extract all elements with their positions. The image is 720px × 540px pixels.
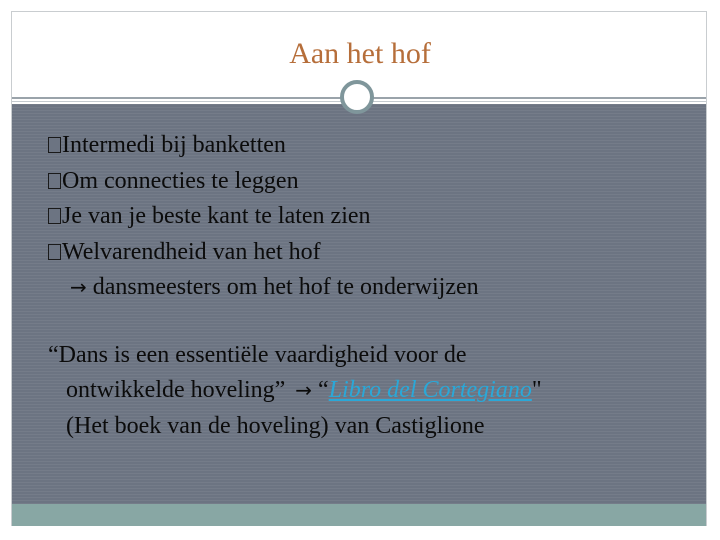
bullet-item (48, 235, 698, 271)
quote-line: “Dans is een essentiële vaardigheid voor de (48, 341, 467, 368)
right-arrow-icon: → (70, 275, 87, 299)
quote-open-mark: “ (318, 377, 329, 403)
ring-ornament-icon (340, 80, 374, 114)
square-bullet-icon (48, 137, 61, 153)
bullet-item (48, 164, 698, 200)
square-bullet-icon (48, 173, 61, 189)
quote-text: ontwikkelde hoveling” (66, 377, 286, 403)
quote-block (48, 338, 698, 445)
bullet-text: Om connecties te leggen (62, 167, 299, 194)
book-title-link[interactable]: Libro del Cortegiano (328, 377, 532, 403)
bullet-text: Welvarendheid van het hof (62, 238, 321, 265)
right-arrow-icon: → (295, 378, 313, 402)
bullet-item (48, 128, 698, 164)
sub-point (48, 270, 698, 306)
slide-title: Aan het hof (289, 37, 431, 70)
sub-point-text: dansmeesters om het hof te onderwijzen (92, 274, 479, 300)
quote-line: (Het boek van de hoveling) van Castiglione (66, 412, 485, 439)
slide-body (48, 128, 698, 444)
footer-bar (12, 504, 706, 526)
square-bullet-icon (48, 208, 61, 224)
square-bullet-icon (48, 244, 61, 260)
bullet-item (48, 199, 698, 235)
quote-line (48, 373, 698, 409)
bullet-text: Intermedi bij banketten (62, 132, 286, 158)
quote-close-mark: " (531, 377, 542, 403)
bullet-text: Je van je beste kant te laten zien (62, 203, 371, 229)
